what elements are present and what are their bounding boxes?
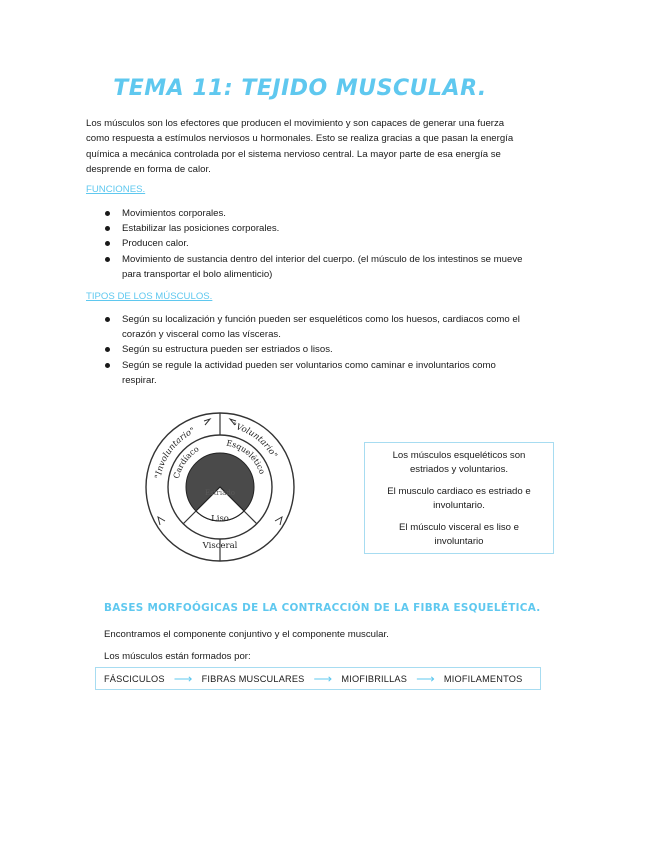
- bases-line-2: Los músculos están formados por:: [104, 651, 251, 662]
- arrow-icon: [275, 517, 282, 525]
- bases-heading: BASES MORFOÓGICAS DE LA CONTRACCIÓN DE LA FIBRA ESQUELÉTICA.: [104, 602, 541, 614]
- arrow-icon: [204, 419, 210, 425]
- right-arrow-icon: ⟶: [173, 670, 193, 686]
- tipos-list: [86, 312, 526, 388]
- tipos-heading: TIPOS DE LOS MÚSCULOS.: [86, 291, 213, 302]
- bases-line-1: Encontramos el componente conjuntivo y el componente muscular.: [104, 629, 389, 640]
- list-item: Según su estructura pueden ser estriados o lisos.: [86, 342, 526, 357]
- chain-item: MIOFILAMENTOS: [443, 673, 523, 684]
- chain-item: FÁSCICULOS: [104, 673, 165, 684]
- label-estriado: Estriado: [205, 489, 235, 497]
- funciones-list: [86, 206, 526, 282]
- label-liso: Liso: [211, 514, 229, 524]
- list-item: Movimientos corporales.: [86, 206, 526, 221]
- chain-item: MIOFIBRILLAS: [341, 673, 408, 684]
- list-item: Estabilizar las posiciones corporales.: [86, 221, 526, 236]
- label-voluntario: "Voluntario": [231, 421, 279, 461]
- list-item: Según su localización y función pueden ser esqueléticos como los huesos, cardiacos como el corazón y visceral como las vísceras.: [86, 312, 526, 342]
- chain-item: FIBRAS MUSCULARES: [201, 673, 305, 684]
- right-arrow-icon: ⟶: [416, 670, 435, 686]
- arrow-icon: [158, 517, 165, 525]
- list-item: Según se regule la actividad pueden ser voluntarios como caminar e involuntarios como respirar.: [86, 358, 526, 388]
- label-involuntario: "Involuntario": [153, 425, 197, 480]
- note-line: El musculo cardiaco es estriado e involuntario.: [387, 486, 531, 511]
- funciones-heading: FUNCIONES.: [86, 184, 146, 195]
- label-esqueletico: Esquelético: [225, 438, 267, 476]
- muscle-structure-chain: [95, 667, 541, 690]
- muscle-types-diagram: [140, 407, 300, 567]
- intro-paragraph: Los músculos son los efectores que producen el movimiento y son capaces de generar una fuerza como respuesta a estímulos nerviosos u hormonales. Esto se realiza gracias a que pasan la energía química a mecánica controlada por el sistema nervioso central. La mayor parte de esa energía se desprende en forma de calor.: [86, 118, 514, 175]
- label-visceral: Visceral: [202, 541, 238, 551]
- note-line: Los músculos esqueléticos son estriados y voluntarios.: [392, 450, 526, 475]
- note-line: El músculo visceral es liso e involuntario: [399, 522, 519, 547]
- page-title: TEMA 11: TEJIDO MUSCULAR.: [113, 76, 487, 101]
- label-cardiaco: Cardíaco: [171, 444, 201, 480]
- list-item: Producen calor.: [86, 236, 526, 251]
- list-item: Movimiento de sustancia dentro del interior del cuerpo. (el músculo de los intestinos se mueve para transportar el bolo alimenticio): [86, 252, 526, 282]
- right-arrow-icon: ⟶: [313, 670, 333, 686]
- summary-box: [364, 442, 554, 554]
